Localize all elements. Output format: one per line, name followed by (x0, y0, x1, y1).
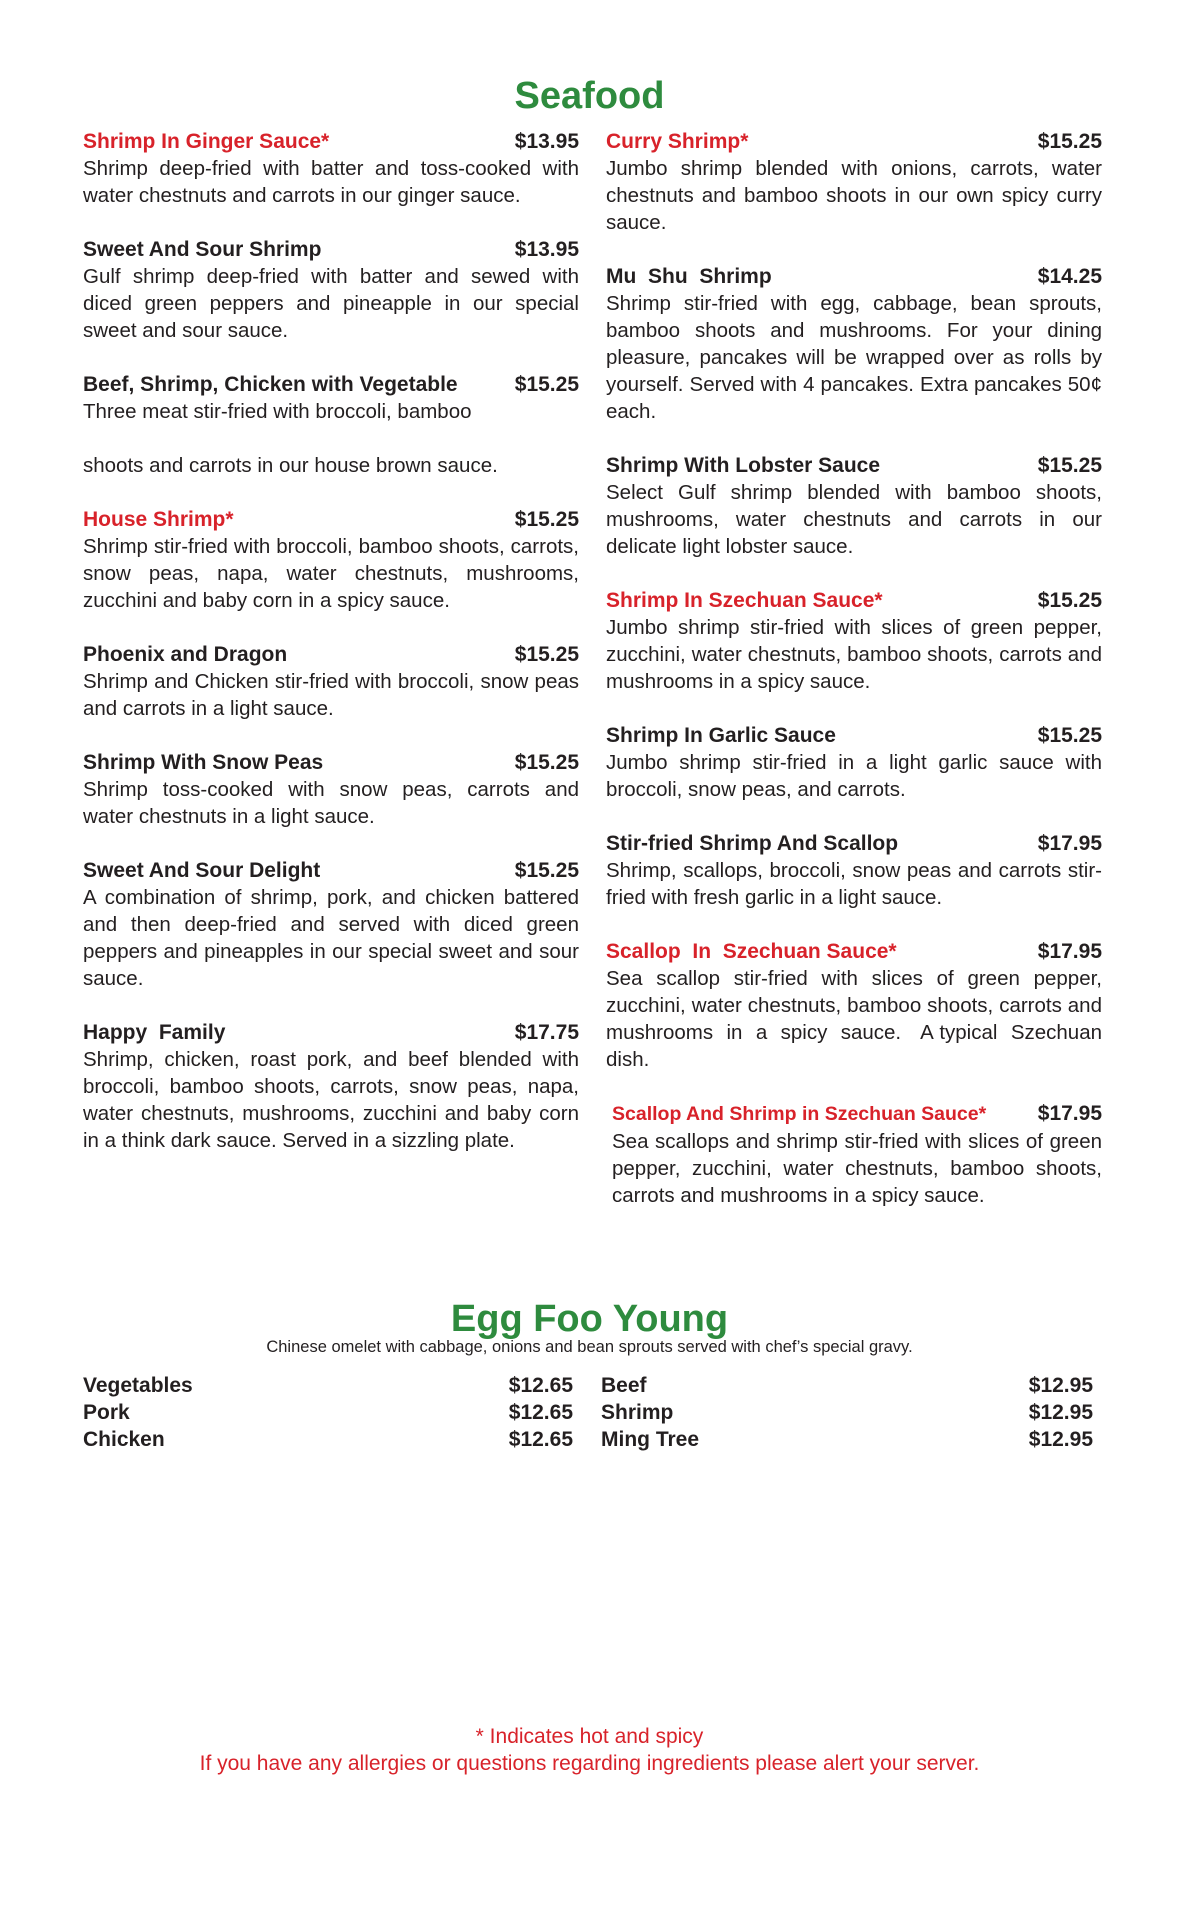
item-name: Ming Tree (601, 1428, 700, 1451)
item-description: Jumbo shrimp stir-fried in a light garlic sauce with broccoli, snow peas, and carrots. (606, 751, 1102, 801)
item-price: $12.95 (1028, 1374, 1093, 1397)
item-price: $12.65 (508, 1428, 573, 1451)
item-price: $12.95 (1028, 1401, 1093, 1424)
menu-item (606, 587, 1102, 695)
list-item (83, 1426, 573, 1453)
item-price: $17.95 (1037, 940, 1102, 963)
menu-item (83, 371, 579, 479)
item-price: $17.95 (1037, 1102, 1102, 1125)
item-price: $15.25 (1037, 589, 1102, 612)
item-price: $12.95 (1028, 1428, 1093, 1451)
item-description-continued: shoots and carrots in our house brown sauce. (83, 454, 498, 477)
list-item (83, 1399, 573, 1426)
item-description: Shrimp stir-fried with egg, cabbage, bean sprouts, bamboo shoots and mushrooms. For your dining pleasure, pancakes will be wrapped over as rolls by yourself. Served with 4 pancakes. Extra pancakes 50¢ each. (606, 292, 1102, 423)
item-price: $15.25 (514, 859, 579, 882)
item-name: Sweet And Sour Shrimp (83, 238, 322, 261)
menu-item (83, 857, 579, 992)
item-price: $15.25 (514, 508, 579, 531)
item-description: Shrimp stir-fried with broccoli, bamboo shoots, carrots, snow peas, napa, water chestnuts, mushrooms, zucchini and baby corn in a spicy sauce. (83, 535, 579, 612)
item-price: $12.65 (508, 1401, 573, 1424)
menu-item (83, 641, 579, 722)
menu-item (606, 722, 1102, 803)
egg-foo-young-subtitle: Chinese omelet with cabbage, onions and bean sprouts served with chef’s special gravy. (266, 1338, 913, 1356)
item-name: Shrimp With Lobster Sauce (606, 454, 881, 477)
menu-item (83, 128, 579, 209)
item-price: $15.25 (514, 751, 579, 774)
list-item (601, 1399, 1093, 1426)
seafood-right-column (606, 128, 1114, 1236)
menu-item (83, 506, 579, 614)
item-name: Mu Shu Shrimp (606, 265, 772, 288)
menu-item (606, 938, 1114, 1073)
item-price: $17.95 (1037, 832, 1102, 855)
menu-item (606, 263, 1102, 425)
item-price: $17.75 (514, 1021, 579, 1044)
item-name: Phoenix and Dragon (83, 643, 288, 666)
item-description: Select Gulf shrimp blended with bamboo shoots, mushrooms, water chestnuts and carrots in our delicate light lobster sauce. (606, 481, 1102, 558)
item-name: House Shrimp* (83, 508, 234, 531)
list-item (601, 1426, 1093, 1453)
item-description: A combination of shrimp, pork, and chicken battered and then deep-fried and served with diced green peppers and pineapples in our special sweet and sour sauce. (83, 886, 579, 990)
item-name: Scallop In Szechuan Sauce* (606, 940, 897, 963)
item-price: $15.25 (1037, 130, 1102, 153)
egg-foo-young-title: Egg Foo Young (450, 1298, 729, 1340)
item-price: $15.25 (514, 643, 579, 666)
menu-item (606, 128, 1102, 236)
item-name: Scallop And Shrimp in Szechuan Sauce* (612, 1103, 987, 1125)
item-description: Shrimp deep-fried with batter and toss-cooked with water chestnuts and carrots in our ginger sauce. (83, 157, 579, 207)
seafood-title: Seafood (514, 75, 665, 117)
item-name: Shrimp In Szechuan Sauce* (606, 589, 883, 612)
menu-item (83, 1019, 579, 1154)
item-description: Gulf shrimp deep-fried with batter and sewed with diced green peppers and pineapple in our special sweet and sour sauce. (83, 265, 579, 342)
allergy-note: If you have any allergies or questions regarding ingredients please alert your server. (199, 1752, 980, 1775)
item-price: $13.95 (514, 238, 579, 261)
item-name: Shrimp (601, 1401, 674, 1424)
list-item (601, 1372, 1093, 1399)
item-price: $15.25 (1037, 454, 1102, 477)
item-name: Shrimp In Garlic Sauce (606, 724, 836, 747)
item-description: Jumbo shrimp stir-fried with slices of green pepper, zucchini, water chestnuts, bamboo shoots, carrots and mushrooms in a spicy sauce. (606, 616, 1102, 693)
item-name: Beef, Shrimp, Chicken with Vegetable (83, 373, 458, 396)
item-name: Shrimp In Ginger Sauce* (83, 130, 330, 153)
item-description: Jumbo shrimp blended with onions, carrots, water chestnuts and bamboo shoots in our own spicy curry sauce. (606, 157, 1102, 234)
egg-foo-young-left-list (83, 1372, 573, 1453)
item-name: Happy Family (83, 1021, 226, 1044)
menu-item (606, 830, 1102, 911)
menu-item (606, 452, 1102, 560)
spicy-note: * Indicates hot and spicy (475, 1725, 704, 1748)
item-description: Sea scallop stir-fried with slices of green pepper, zucchini, water chestnuts, bamboo shoots, carrots and mushrooms in a spicy sauce. A typical Szechuan dish. (606, 967, 1114, 1071)
item-price: $15.25 (1037, 724, 1102, 747)
item-description: Shrimp, scallops, broccoli, snow peas and carrots stir-fried with fresh garlic in a light sauce. (606, 859, 1102, 909)
item-price: $15.25 (514, 373, 579, 396)
item-name: Curry Shrimp* (606, 130, 749, 153)
item-description: Shrimp and Chicken stir-fried with broccoli, snow peas and carrots in a light sauce. (83, 670, 579, 720)
menu-item (83, 749, 579, 830)
egg-foo-young-right-list (601, 1372, 1093, 1453)
item-name: Vegetables (83, 1374, 193, 1397)
item-name: Shrimp With Snow Peas (83, 751, 324, 774)
item-name: Chicken (83, 1428, 165, 1451)
menu-item (612, 1100, 1102, 1209)
item-description: Shrimp toss-cooked with snow peas, carrots and water chestnuts in a light sauce. (83, 778, 579, 828)
item-name: Pork (83, 1401, 130, 1424)
item-name: Beef (601, 1374, 647, 1397)
menu-item (83, 236, 579, 344)
seafood-left-column (83, 128, 579, 1181)
item-price: $14.25 (1037, 265, 1102, 288)
item-name: Stir-fried Shrimp And Scallop (606, 832, 899, 855)
item-description: Sea scallops and shrimp stir-fried with slices of green pepper, zucchini, water chestnuts, bamboo shoots, carrots and mushrooms in a spicy sauce. (612, 1130, 1102, 1207)
item-price: $13.95 (514, 130, 579, 153)
item-name: Sweet And Sour Delight (83, 859, 321, 882)
item-price: $12.65 (508, 1374, 573, 1397)
list-item (83, 1372, 573, 1399)
item-description: Three meat stir-fried with broccoli, bamboo (83, 400, 472, 423)
item-description: Shrimp, chicken, roast pork, and beef blended with broccoli, bamboo shoots, carrots, snow peas, napa, water chestnuts, mushrooms, zucchini and baby corn in a think dark sauce. Served in a sizzling plate. (83, 1048, 579, 1152)
